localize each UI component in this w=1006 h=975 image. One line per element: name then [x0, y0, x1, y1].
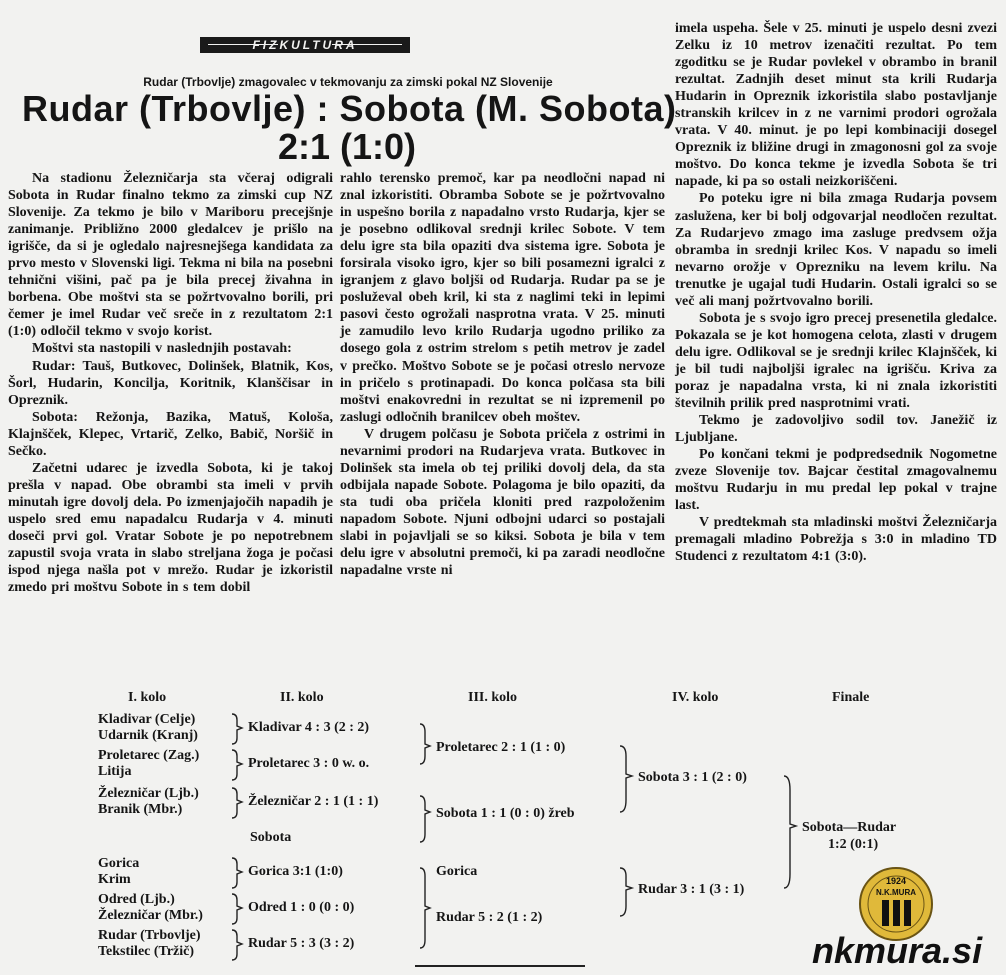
- bracket-result: Sobota 3 : 1 (2 : 0): [638, 770, 747, 785]
- bracket-result: Rudar 3 : 1 (3 : 1): [638, 882, 745, 897]
- bracket-result: Sobota 1 : 1 (0 : 0) žreb: [436, 806, 575, 821]
- section-rubric: FIZKULTURA: [200, 37, 410, 53]
- paragraph: Tekmo je zadovoljivo sodil tov. Janežič iz Ljubljane.: [675, 413, 997, 446]
- paragraph: Sobota je s svojo igro precej presenetila gledalce. Pokazala se je kot homogena celota, zlasti v drugem delu igre. Odlikoval se je srednji krilec Klajnšček, ki je bil tudi najboljši igralec na igrišču. Kriva za poraz je napadalna vrsta, ki ni znala izkoristiti številnih prilik pred nasprotnimi vrati.: [675, 310, 997, 412]
- bracket-result: Rudar 5 : 3 (3 : 2): [248, 936, 355, 951]
- bracket-result: Železničar 2 : 1 (1 : 1): [248, 794, 379, 809]
- site-watermark: nkmura.si: [812, 930, 983, 971]
- bracket-team: Branik (Mbr.): [98, 802, 183, 817]
- paragraph: Moštvi sta nastopili v naslednjih postavah:: [32, 341, 292, 357]
- bracket-team: Železničar (Mbr.): [98, 908, 203, 923]
- bracket-team: Tekstilec (Tržič): [98, 944, 195, 959]
- bracket-result: Kladivar 4 : 3 (2 : 2): [248, 720, 370, 735]
- bracket-team: Železničar (Ljb.): [98, 786, 199, 801]
- paragraph: V drugem polčasu je Sobota pričela z ostrimi in nevarnimi prodori na Rudarjeva vrata. Butkovec in Dolinšek sta imela ob tej priliki dovolj dela, da sta odbijala napade Sobote. Polagoma je bilo opaziti, da sta tudi oba pričela kloniti pred razpoloženim napadom Sobote. Njuni odbojni udarci so postajali slabi in pojavljali se so kiksi. Sobota je bila v tem delu igre v absolutni premoči, ki pa zaradi neodločne napadalne vrste ni: [340, 426, 665, 579]
- bracket-result: Rudar 5 : 2 (1 : 2): [436, 910, 543, 925]
- bracket-team: Udarnik (Kranj): [98, 728, 198, 743]
- paragraph: imela uspeha. Šele v 25. minuti je uspelo desni zvezi Zelku iz 10 metrov izenačiti rezultat. Po tem zgoditku se je Rudar povlekel v obrambo in branil rezultat. Zadnjih deset minut sta krili Rudarja Hudarin in Opreznik izkoristila slabo postavljanje stranskih krilcev in z ne varnimi prodori ogrožala vrata. V 40. minut. je po lepi kombinaciji dosegel Opreznik iz bližine drugi in zmagonosni gol za svoje moštvo. Do konca tekme je izvedla Sobota še tri napade, ki pa so ostali neizkoriščeni.: [675, 21, 997, 190]
- bracket-result: Proletarec 3 : 0 w. o.: [248, 756, 370, 771]
- bracket-header-final: Finale: [832, 690, 870, 705]
- bracket-final-pairing: Sobota—Rudar: [802, 820, 897, 835]
- bottom-divider: [415, 965, 585, 967]
- bracket-bye: Sobota: [250, 830, 292, 845]
- headline-score: 2:1 (1:0): [277, 126, 417, 167]
- badge-year: 1924: [885, 876, 907, 886]
- badge-club: N.K.MURA: [876, 888, 916, 897]
- paragraph: Po poteku igre ni bila zmaga Rudarja povsem zaslužena, ker bi bolj odgovarjal neodločen rezultat. Za Rudarjevo zmago ima zasluge predvsem ožja obramba in srednji krilec Kos. V napadu so imeli nevarno orožje v Oprezniku na levem krilu. Na trenutke je ugajal tudi Hudarin. Ostali igralci so se več ali manj požrtvovalno borili.: [675, 191, 997, 309]
- kicker: Rudar (Trbovlje) zmagovalec v tekmovanju za zimski pokal NZ Slovenije: [143, 75, 553, 89]
- bracket-final-score: 1:2 (0:1): [828, 837, 879, 852]
- bracket-header-round-4: IV. kolo: [672, 690, 719, 705]
- paragraph: Po končani tekmi je podpredsednik Nogometne zveze Slovenije tov. Bajcar čestital zmagovalnemu moštvu Rudarju in mu predal lep pokal v trajne last.: [675, 447, 997, 514]
- bracket-team: Kladivar (Celje): [98, 712, 196, 727]
- bracket-result: Proletarec 2 : 1 (1 : 0): [436, 740, 566, 755]
- bracket-header-round-2: II. kolo: [280, 690, 324, 705]
- bracket-team: Litija: [98, 764, 132, 779]
- paragraph: Začetni udarec je izvedla Sobota, ki je takoj prešla v napad. Obe obrambi sta imeli v prvih minutah igre dovolj dela. Po izmenjajočih napadih je uspelo sred emu napadalcu Rudarja v 4. minuti doseči prvi gol. Vratar Sobote je po nepotrebnem zapustil svoja vrata in slabo streljana žoga je počasi ispod njega našla pot v mrežo. Rudar je izkoristil zmedo pri moštvu Sobote in s tem dobil: [8, 460, 333, 596]
- paragraph: Na stadionu Železničarja sta včeraj odigrali Sobota in Rudar finalno tekmo za zimski cup NZ Slovenije. Za tekmo je bilo v Mariboru precejšnje zanimanje. Približno 2000 gledalcev je prišlo na igrišče, da si je ogledalo najresnejšega kandidata za prvo mesto v Slovenski ligi. Tekma ni bila na posebni tehnični višini, pač pa je bila precej živahna in borbena. Obe moštvi sta se požrtvovalno borili, pri čemer je imel Rudar več sreče in z rezultatom 2:1 (1:0) odločil tekmo v svojo korist.: [8, 171, 333, 340]
- bracket-team: Rudar (Trbovlje): [98, 928, 201, 943]
- bracket-team: Odred (Ljb.): [98, 892, 175, 907]
- bracket-team: Proletarec (Zag.): [98, 748, 200, 763]
- paragraph: Rudar: Tauš, Butkovec, Dolinšek, Blatnik, Kos, Šorl, Hudarin, Koncilja, Koritnik, Klanščisar in Opreznik.: [8, 358, 333, 408]
- bracket-header-round-1: I. kolo: [128, 690, 167, 705]
- paragraph: Sobota: Režonja, Bazika, Matuš, Kološa, Klajnšček, Klepec, Vrtarič, Zelko, Babič, Noršič in Sečko.: [8, 409, 333, 459]
- bracket-result: Gorica 3:1 (1:0): [248, 864, 343, 879]
- headline: Rudar (Trbovlje) : Sobota (M. Sobota): [22, 88, 677, 129]
- bracket-header-round-3: III. kolo: [468, 690, 518, 705]
- paragraph: V predtekmah sta mladinski moštvi Železničarja premagali mladino Pobrežja s 3:0 in mladino TD Studenci z rezultatom 4:1 (3:0).: [675, 515, 997, 565]
- bracket-team: Krim: [98, 872, 131, 887]
- bracket-result: Odred 1 : 0 (0 : 0): [248, 900, 355, 915]
- bracket-team: Gorica: [98, 856, 140, 871]
- paragraph: rahlo terensko premoč, kar pa neodločni napad ni znal izkoristiti. Obramba Sobote se je požrtvovalno in uspešno borila z napadalno vrsto Rudarja, kjer se je posebno odlikoval srednji krilec Sobote. V tem delu igre sta bila opaziti dva sistema igre. Sobota je forsirala visoko igro, kjer so bili posamezni igralci z igranjem z glavo boljši od Rudarja. Rudar pa se je posluževal obeh kril, ki sta z naglimi teki in lepimi pasovi često ogrožali nasprotna vrata. V 25. minuti je zamudilo levo krilo Rudarja ugodno priliko za dosego gola z ostrim strelom s petih metrov je zadel v prečko. Moštvo Sobote se je počasi otreslo nervoze in pričelo s protinapadi. Do konca polčasa sta bili moštvi enakovredni in rezultat se ni izpremenil po zaslugi odločnih branilcev obeh moštev.: [340, 171, 665, 425]
- bracket-result: Gorica: [436, 864, 478, 879]
